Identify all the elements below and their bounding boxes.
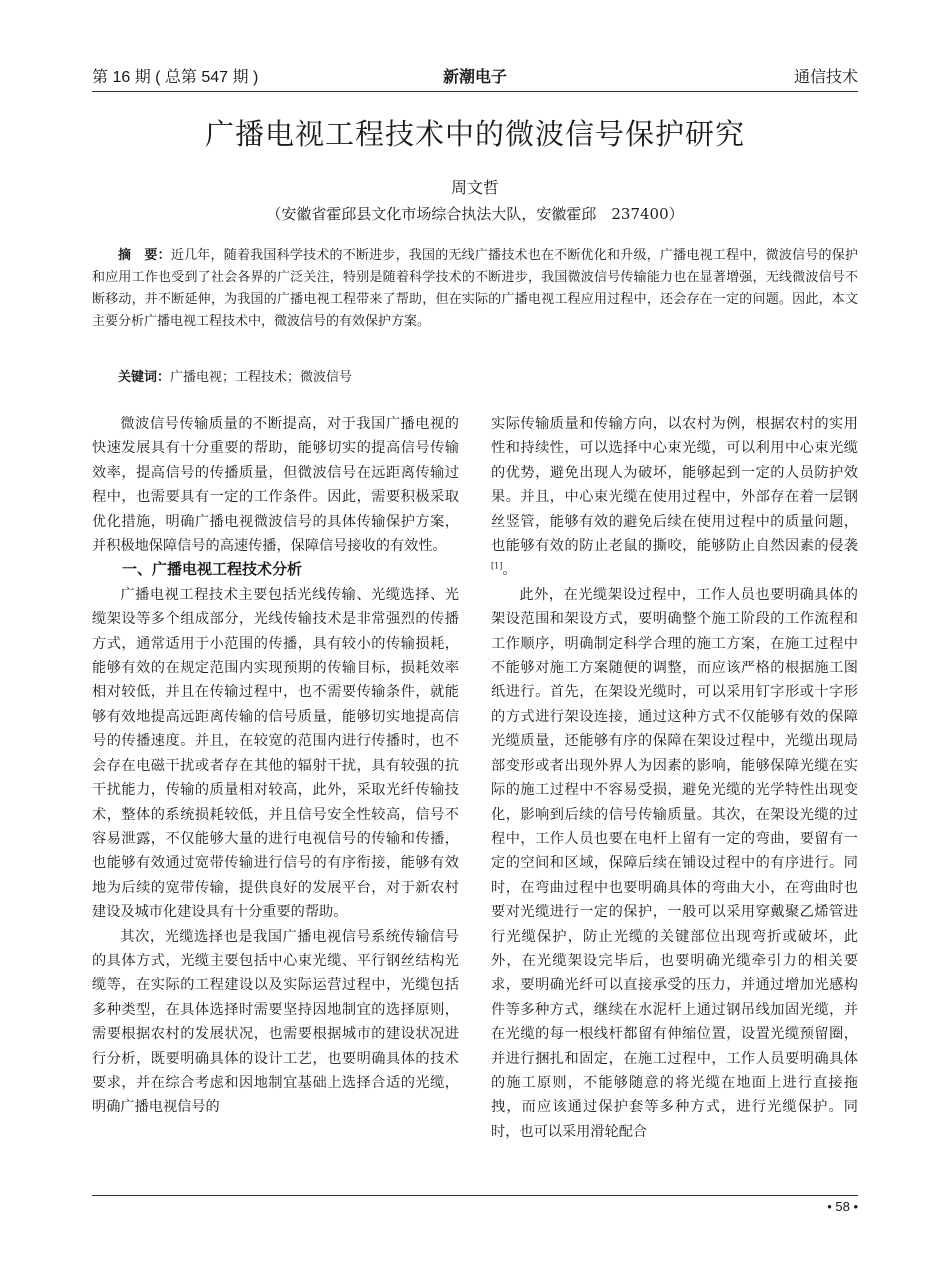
body-paragraph: 其次，光缆选择也是我国广播电视信号系统传输信号的具体方式，光缆主要包括中心束光缆、平行钢丝结构光缆等，在实际的工程建设以及实际运营过程中，光缆包括多种类型，在具体选择时需要坚持因地制宜的选择原则，需要根据农村的发展状况，也需要根据城市的建设状况进行分析，既要明确具体的设计工艺，也要明确具体的技术要求，并在综合考虑和因地制宜基础上选择合适的光缆，明确广播电视信号的 — [92, 928, 459, 1116]
citation-ref[interactable]: [1] — [491, 561, 503, 571]
abstract-label: 摘 要： — [118, 247, 171, 262]
body-paragraph: 广播电视工程技术主要包括光线传输、光缆选择、光缆架设等多个组成部分，光线传输技术是非常强烈的传播方式，通常适用于小范围的传播，具有较小的传输损耗，能够有效的在规定范围内实现预期的传输目标，损耗效率相对较低，并且在传输过程中，也不需要传输条件，就能够有效地提高远距离传输的信号质量，能够切实地提高信号的传播速度。并且，在较宽的范围内进行传播时，也不会存在电磁干扰或者存在其他的辐射干扰，具有较强的抗干扰能力，传输的质量相对较高，此外，采取光纤传输技术，整体的系统损耗较低，并且信号安全性较高，信号不容易泄露，不仅能够大量的进行电视信号的传输和传播，也能够有效通过宽带传输进行信号的有序衔接，能够有效地为后续的宽带传输，提供良好的发展平台，对于新农村建设及城市化建设具有十分重要的帮助。 — [92, 586, 459, 921]
body-paragraph-continued — [491, 412, 858, 583]
page-number: • 58 • — [827, 1199, 858, 1214]
paragraph-text: 实际传输质量和传输方向，以农村为例，根据农村的实用性和持续性，可以选择中心束光缆，可以利用中心束光缆的优势，避免出现人为破坏，能够起到一定的人员防护效果。并且，中心束光缆在使用过程中，外部存在着一层钢丝竖管，能够有效的避免后续在使用过程中的质量问题，也能够有效的防止老鼠的撕咬，能够防止自然因素的侵袭 — [491, 416, 858, 555]
header-rule — [92, 91, 858, 92]
paragraph-end: 。 — [502, 562, 517, 579]
abstract-text: 近几年，随着我国科学技术的不断进步，我国的无线广播技术也在不断优化和升级，广播电视工程中，微波信号的保护和应用工作也受到了社会各界的广泛关注，特别是随着科学技术的不断进步，我国微波信号传输能力也在显著增强，无线微波信号不断移动，并不断延伸，为我国的广播电视工程带来了帮助，但在实际的广播电视工程应用过程中，还会存在一定的问题。因此，本文主要分析广播电视工程技术中，微波信号的有效保护方案。 — [92, 248, 858, 329]
section-heading: 一、广播电视工程技术分析 — [122, 561, 303, 579]
body-paragraph: 此外，在光缆架设过程中，工作人员也要明确具体的架设范围和架设方式，要明确整个施工阶段的工作流程和工作顺序，明确制定科学合理的施工方案，在施工过程中不能够对施工方案随便的调整，而应该严格的根据施工图纸进行。首先，在架设光缆时，可以采用钉字形或十字形的方式进行架设连接，通过这种方式不仅能够有效的保障光缆质量，还能够有序的保障在架设过程中，光缆出现局部变形或者出现外界人为因素的影响，能够保障光缆在实际的施工过程中不容易受损，避免光缆的光学特性出现变化，影响到后续的信号传输质量。其次，在架设光缆的过程中，工作人员也要在电杆上留有一定的弯曲，要留有一定的空间和区域，保障后续在铺设过程中的有序进行。同时，在弯曲过程中也要明确具体的弯曲大小，在弯曲时也要对光缆进行一定的保护，一般可以采用穿戴聚乙烯管进行光缆保护，防止光缆的关键部位出现弯折或破坏，此外，在光缆架设完毕后，也要明确光缆牵引力的相关要求，要明确光纤可以直接承受的压力，并通过增加光感构件等多种方式，继续在水泥杆上通过钢吊线加固光缆，并在光缆的每一根线杆都留有伸缩位置，设置光缆预留圈，并进行捆扎和固定，在施工过程中，工作人员要明确具体的施工原则，不能够随意的将光缆在地面上进行直接拖拽，而应该通过保护套等多种方式，进行光缆保护。同时，也可以采用滑轮配合 — [491, 586, 858, 1140]
body-column-right — [491, 412, 858, 1144]
keywords-text: 广播电视；工程技术；微波信号 — [170, 370, 353, 385]
keywords-label: 关键词： — [118, 369, 171, 384]
issue-label: 第 16 期 ( 总第 547 期 ) — [92, 69, 259, 86]
abstract — [92, 244, 858, 333]
section-label: 通信技术 — [793, 69, 858, 86]
author-affiliation: （安徽省霍邱县文化市场综合执法大队，安徽霍邱 237400） — [266, 205, 684, 223]
body-column-left — [92, 412, 459, 1120]
journal-name: 新潮电子 — [442, 69, 507, 86]
running-header — [92, 64, 858, 90]
author-name: 周文哲 — [450, 178, 499, 197]
article-title: 广播电视工程技术中的微波信号保护研究 — [204, 117, 745, 151]
body-paragraph: 微波信号传输质量的不断提高，对于我国广播电视的快速发展具有十分重要的帮助，能够切实的提高信号传输效率，提高信号的传播质量，但微波信号在远距离传输过程中，也需要具有一定的工作条件。因此，需要积极采取优化措施，明确广播电视微波信号的具体传输保护方案，并积极地保障信号的高速传播，保障信号接收的有效性。 — [92, 416, 459, 555]
footer-rule — [92, 1195, 858, 1196]
keywords — [92, 366, 858, 385]
